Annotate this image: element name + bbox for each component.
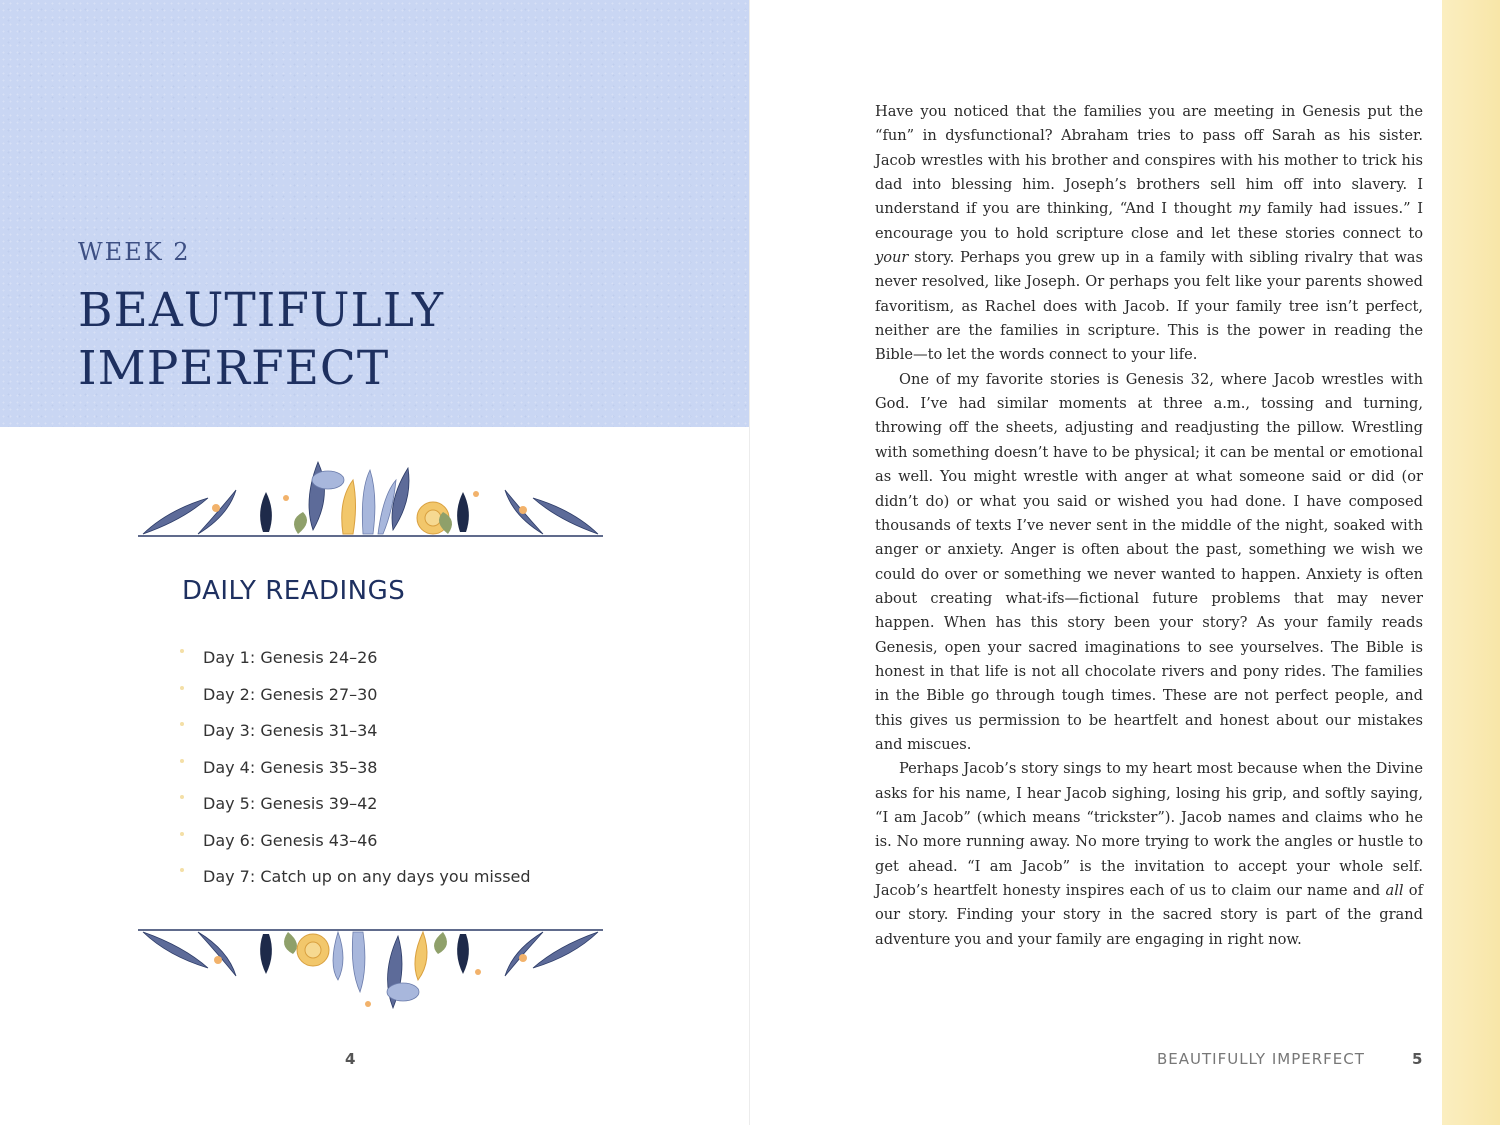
chapter-title-line-1: BEAUTIFULLY <box>78 283 444 338</box>
reading-item: Day 2: Genesis 27–30 <box>180 681 531 718</box>
floral-border-top-icon <box>138 450 603 550</box>
paragraph <box>875 757 1423 952</box>
gutter-divider <box>749 0 750 1125</box>
paragraph <box>875 100 1423 368</box>
week-label: WEEK 2 <box>78 238 191 266</box>
page-number-left: 4 <box>345 1050 356 1068</box>
reading-item: Day 5: Genesis 39–42 <box>180 790 531 827</box>
daily-readings-list <box>180 644 531 900</box>
reading-item: Day 1: Genesis 24–26 <box>180 644 531 681</box>
reading-item: Day 6: Genesis 43–46 <box>180 827 531 864</box>
text-run: One of my favorite stories is Genesis 32, where Jacob wrestles with God. I’ve had similar moments at three a.m., tossing and turning, throwing off the sheets, adjusting and readjusting the pillow. Wrestling with something doesn’t have to be physical; it can be mental or emotional as well. You might wrestle with anger at what someone said or did (or didn’t do) or what you said or wished you had done. I have composed thousands of texts I’ve never sent in the middle of the night, soaked with anger or anxiety. Anger is often about the past, something we wish we could do over or something we never wanted to happen. Anxiety is often about creating what-ifs—fictional future problems that may never happen. When has this story been your story? As your family reads Genesis, open your sacred imaginations to see yourselves. The Bible is honest in that life is not all chocolate rivers and pony rides. The families in the Bible go through tough times. These are not perfect people, and this gives us permission to be heartfelt and honest about our mistakes and miscues. <box>875 370 1423 753</box>
emphasis-text: my <box>1238 200 1261 218</box>
daily-readings-heading: DAILY READINGS <box>182 576 406 606</box>
bullet-icon <box>180 686 184 690</box>
text-run: family had issues.” I encourage you to hold scripture close and let these stories connect to <box>875 200 1423 242</box>
chapter-title-line-2: IMPERFECT <box>78 341 390 396</box>
emphasis-text: all <box>1385 882 1404 899</box>
text-run: of our story. Finding your story in the sacred story is part of the grand adventure you and your family are engaging in right now. <box>875 882 1423 948</box>
page-edge-strip <box>1442 0 1500 1125</box>
chapter-header-block <box>0 0 750 427</box>
bullet-icon <box>180 722 184 726</box>
page-number-right: 5 <box>1412 1050 1423 1068</box>
bullet-icon <box>180 868 184 872</box>
text-run: story. Perhaps you grew up in a family with sibling rivalry that was never resolved, like Joseph. Or perhaps you felt like your parents showed favoritism, as Rachel does with Jacob. If your family tree isn’t perfect, neither are the families in scripture. This is the power in reading the Bible—to let the words connect to your life. <box>875 249 1423 364</box>
bullet-icon <box>180 759 184 763</box>
emphasis-text: your <box>875 249 909 267</box>
bullet-icon <box>180 832 184 836</box>
text-run: Perhaps Jacob’s story sings to my heart most because when the Divine asks for his name, I hear Jacob sighing, losing his grip, and softly saying, “I am Jacob” (which means “trickster”). Jacob names and claims who he is. No more running away. No more trying to work the angles or hustle to get ahead. “I am Jacob” is the invitation to accept your whole self. Jacob’s heartfelt honesty inspires each of us to claim our name and <box>875 760 1423 899</box>
bullet-icon <box>180 649 184 653</box>
reading-item: Day 3: Genesis 31–34 <box>180 717 531 754</box>
bullet-icon <box>180 795 184 799</box>
chapter-title <box>78 282 444 398</box>
paragraph <box>875 368 1423 758</box>
reading-item: Day 4: Genesis 35–38 <box>180 754 531 791</box>
right-page <box>750 0 1500 1125</box>
text-run: Have you noticed that the families you are meeting in Genesis put the “fun” in dysfunctional? Abraham tries to pass off Sarah as his sister. Jacob wrestles with his brother and conspires with his mother to trick his dad into blessing him. Joseph’s brothers sell him off into slavery. I understand if you are thinking, “And I thought <box>875 103 1423 218</box>
floral-border-bottom-icon <box>138 920 603 1020</box>
body-text <box>875 100 1423 952</box>
running-head: BEAUTIFULLY IMPERFECT <box>1157 1050 1365 1068</box>
reading-item: Day 7: Catch up on any days you missed <box>180 863 531 900</box>
